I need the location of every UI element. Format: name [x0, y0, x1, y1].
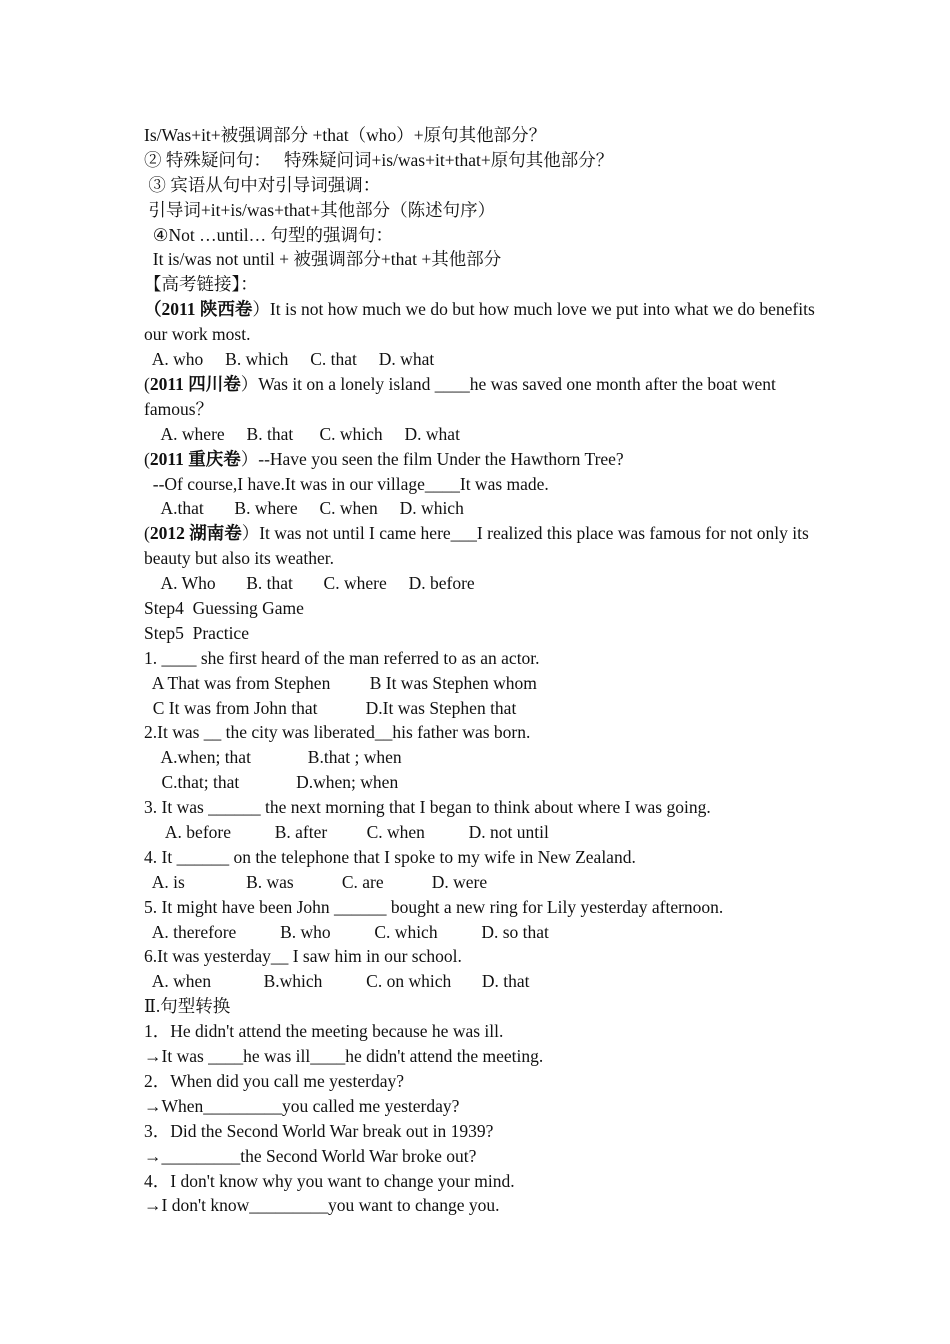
step-5: Step5 Practice: [144, 622, 249, 643]
gaokao-q3-source: 2011 重庆卷: [149, 448, 241, 469]
gaokao-q2-text: ）Was it on a lonely island ____he was saved one month after the boat went famous？: [144, 373, 776, 419]
gaokao-q2-options: A. where B. that C. which D. what: [144, 423, 460, 444]
transform-question-4: 4．I don't know why you want to change your mind.: [144, 1170, 515, 1191]
practice-q6-options: A. when B.which C. on which D. that: [144, 971, 530, 992]
gaokao-q1-text: ）It is not how much we do but how much love we put into what we do benefits our work most.: [144, 299, 815, 345]
practice-question-6: 6.It was yesterday__ I saw him in our school.: [144, 946, 462, 967]
gaokao-question-2: [144, 372, 824, 422]
transform-answer-3: →_________the Second World War broke out?: [144, 1145, 477, 1166]
transform-answer-4: →I don't know_________you want to change you.: [144, 1195, 500, 1216]
practice-q1-options-row-2: C It was from John that D.It was Stephen that: [144, 697, 517, 718]
document-page: [144, 123, 824, 1218]
gaokao-question-4: [144, 521, 824, 571]
gaokao-q4-options: A. Who B. that C. where D. before: [144, 573, 475, 594]
transform-question-2: 2．When did you call me yesterday?: [144, 1070, 404, 1091]
gaokao-question-1: [144, 297, 824, 347]
grammar-line-3: ③ 宾语从句中对引导词强调：: [144, 174, 381, 195]
transform-question-3: 3．Did the Second World War break out in 1939?: [144, 1120, 494, 1141]
transform-heading: Ⅱ.句型转换: [144, 996, 231, 1017]
gaokao-q3-source-prefix: (: [144, 448, 150, 469]
grammar-line-2: ② 特殊疑问句： 特殊疑问词+is/was+it+that+原句其他部分？: [144, 149, 614, 170]
gaokao-q3-options: A.that B. where C. when D. which: [144, 498, 464, 519]
practice-q1-options-row-1: A That was from Stephen B It was Stephen whom: [144, 672, 537, 693]
practice-q5-options: A. therefore B. who C. which D. so that: [144, 921, 549, 942]
gaokao-q2-source-prefix: (: [144, 373, 150, 394]
grammar-line-4: 引导词+it+is/was+that+其他部分（陈述句序）: [144, 199, 496, 220]
grammar-line-1: Is/Was+it+被强调部分 +that（who）+原句其他部分？: [144, 125, 547, 145]
step-4: Step4 Guessing Game: [144, 598, 304, 619]
gaokao-q4-source-prefix: (: [144, 523, 150, 544]
practice-q4-options: A. is B. was C. are D. were: [144, 871, 488, 892]
gaokao-question-3: [144, 447, 824, 472]
transform-answer-1: →It was ____he was ill____he didn't attend the meeting.: [144, 1046, 544, 1067]
gaokao-q3-line-2: --Of course,I have.It was in our village____It was made.: [144, 473, 549, 494]
practice-q3-options: A. before B. after C. when D. not until: [144, 822, 549, 843]
practice-q2-options-row-1: A.when; that B.that ; when: [144, 747, 402, 768]
grammar-line-5: ④Not …until… 句型的强调句：: [144, 224, 394, 245]
practice-question-3: 3. It was ______ the next morning that I began to think about where I was going.: [144, 797, 711, 818]
gaokao-q4-source: 2012 湖南卷: [149, 523, 242, 544]
practice-question-2: 2.It was __ the city was liberated__his father was born.: [144, 722, 531, 743]
practice-question-4: 4. It ______ on the telephone that I spoke to my wife in New Zealand.: [144, 846, 636, 867]
gaokao-q1-options: A. who B. which C. that D. what: [144, 349, 435, 370]
gaokao-q1-source: （2011 陕西卷: [144, 299, 253, 320]
gaokao-q4-text: ）It was not until I came here___I realized this place was famous for not only its beauty but also its weather.: [144, 523, 809, 569]
gaokao-heading: 【高考链接】：: [144, 274, 258, 295]
grammar-line-6: It is/was not until + 被强调部分+that +其他部分: [144, 249, 502, 270]
practice-question-5: 5. It might have been John ______ bought a new ring for Lily yesterday afternoon.: [144, 896, 724, 917]
transform-answer-2: →When_________you called me yesterday?: [144, 1095, 460, 1116]
transform-question-1: 1．He didn't attend the meeting because he was ill.: [144, 1021, 504, 1042]
practice-question-1: 1. ____ she first heard of the man referred to as an actor.: [144, 647, 540, 668]
gaokao-q3-text: ）--Have you seen the film Under the Hawthorn Tree?: [240, 448, 624, 469]
practice-q2-options-row-2: C.that; that D.when; when: [144, 772, 399, 793]
gaokao-q2-source: 2011 四川卷: [149, 373, 241, 394]
